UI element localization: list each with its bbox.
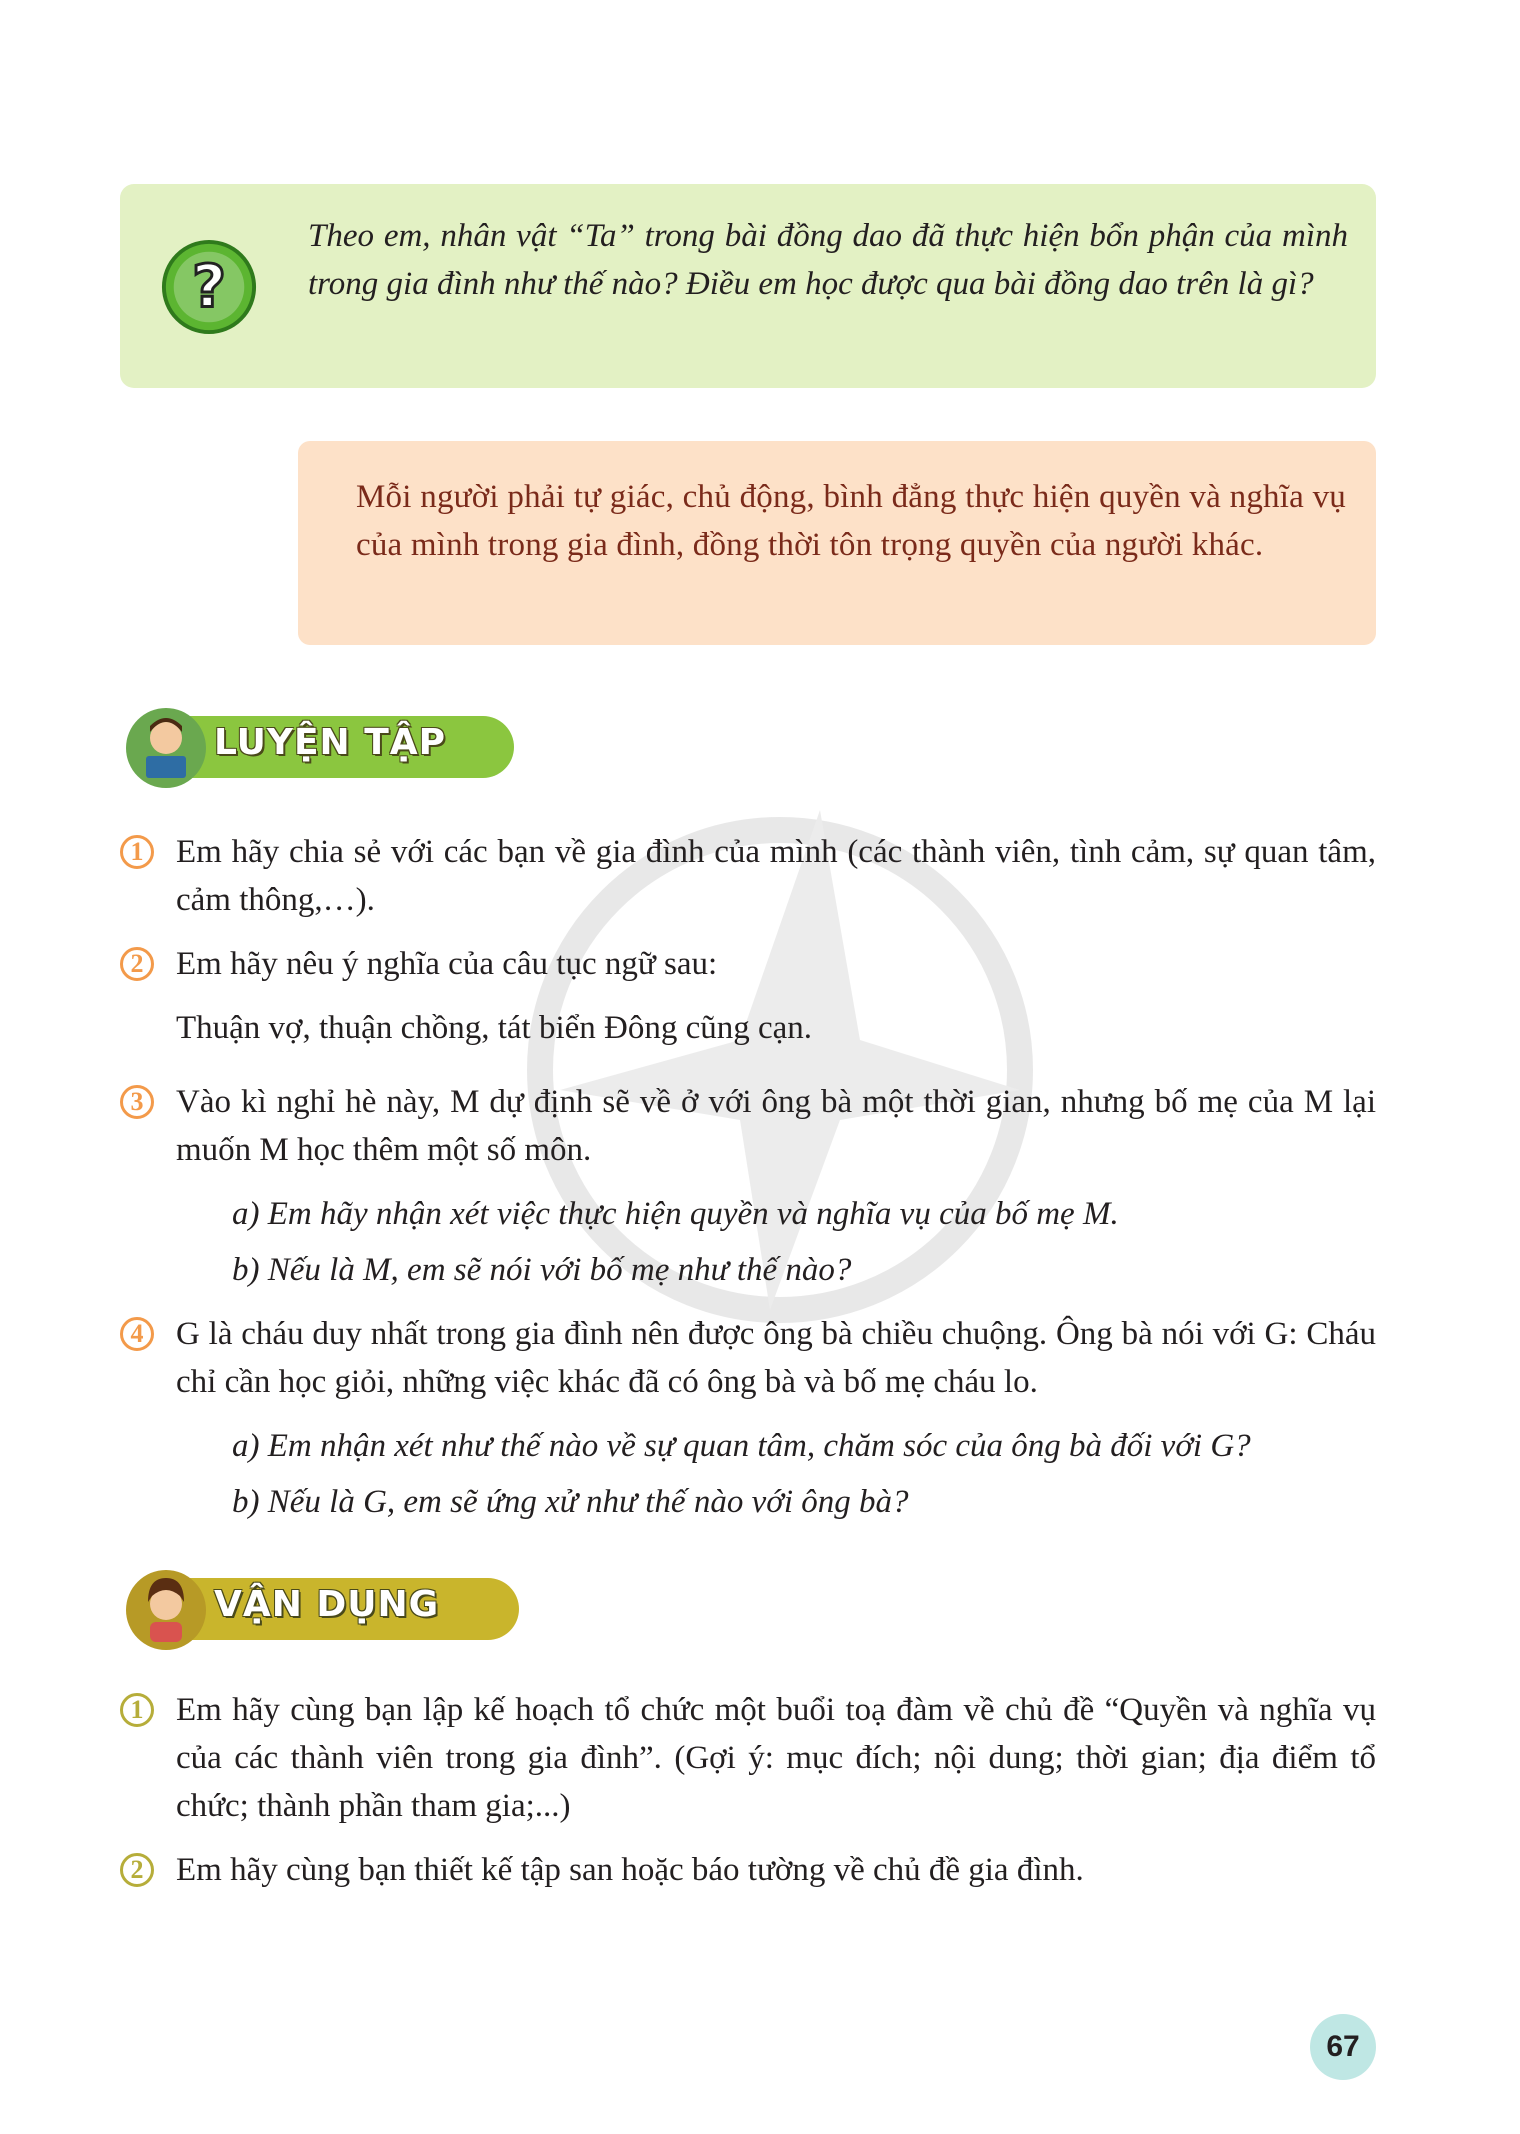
question-mark-icon [160, 238, 258, 336]
item-text: Em hãy cùng bạn lập kế hoạch tổ chức một buổi toạ đàm về chủ đề “Quyền và nghĩa vụ của các thành viên trong gia đình”. (Gợi ý: mục đích; nội dung; thời gian; địa điểm tổ chức; thành phần tham gia;...) [176, 1692, 1376, 1824]
practice-list [120, 828, 1376, 1526]
item-text: Em hãy nêu ý nghĩa của câu tục ngữ sau: [176, 946, 718, 982]
question-box [120, 184, 1376, 388]
list-item [120, 1846, 1376, 1894]
section-title: VẬN DỤNG [214, 1584, 440, 1625]
item-number: 1 [120, 835, 154, 869]
list-item [120, 1078, 1376, 1174]
sub-question: b) Nếu là M, em sẽ nói với bố mẹ như thế nào? [232, 1252, 852, 1288]
application-list [120, 1686, 1376, 1894]
sub-question: a) Em hãy nhận xét việc thực hiện quyền và nghĩa vụ của bố mẹ M. [232, 1196, 1119, 1232]
sub-question: a) Em nhận xét như thế nào về sự quan tâm, chăm sóc của ông bà đối với G? [232, 1428, 1251, 1464]
list-item [120, 1686, 1376, 1830]
summary-note-box [298, 441, 1376, 645]
item-number: 2 [120, 1853, 154, 1887]
item-text: Vào kì nghỉ hè này, M dự định sẽ về ở với ông bà một thời gian, nhưng bố mẹ của M lại muốn M học thêm một số môn. [176, 1084, 1376, 1168]
item-number: 3 [120, 1085, 154, 1119]
section-banner-luyen-tap [124, 716, 514, 778]
item-number: 1 [120, 1693, 154, 1727]
item-number: 2 [120, 947, 154, 981]
list-item [120, 940, 1376, 988]
page-number: 67 [1310, 2014, 1376, 2080]
student-waving-icon [124, 1568, 208, 1652]
svg-text:?: ? [191, 251, 227, 321]
list-item [120, 1310, 1376, 1406]
section-banner-van-dung [124, 1578, 524, 1640]
list-item [120, 828, 1376, 924]
student-reading-icon [124, 706, 208, 790]
question-text: Theo em, nhân vật “Ta” trong bài đồng dao đã thực hiện bổn phận của mình trong gia đình như thế nào? Điều em học được qua bài đồng dao trên là gì? [308, 218, 1348, 302]
item-text: Em hãy chia sẻ với các bạn về gia đình của mình (các thành viên, tình cảm, sự quan tâm, cảm thông,…). [176, 834, 1376, 918]
proverb-text: Thuận vợ, thuận chồng, tát biển Đông cũng cạn. [176, 1010, 813, 1046]
item-number: 4 [120, 1317, 154, 1351]
item-text: Em hãy cùng bạn thiết kế tập san hoặc báo tường về chủ đề gia đình. [176, 1852, 1084, 1888]
sub-question: b) Nếu là G, em sẽ ứng xử như thế nào với ông bà? [232, 1484, 909, 1520]
section-title: LUYỆN TẬP [214, 722, 447, 763]
item-text: G là cháu duy nhất trong gia đình nên được ông bà chiều chuộng. Ông bà nói với G: Cháu chỉ cần học giỏi, những việc khác đã có ông bà và bố mẹ cháu lo. [176, 1316, 1376, 1400]
summary-note-text: Mỗi người phải tự giác, chủ động, bình đẳng thực hiện quyền và nghĩa vụ của mình trong gia đình, đồng thời tôn trọng quyền của người khác. [356, 479, 1346, 563]
